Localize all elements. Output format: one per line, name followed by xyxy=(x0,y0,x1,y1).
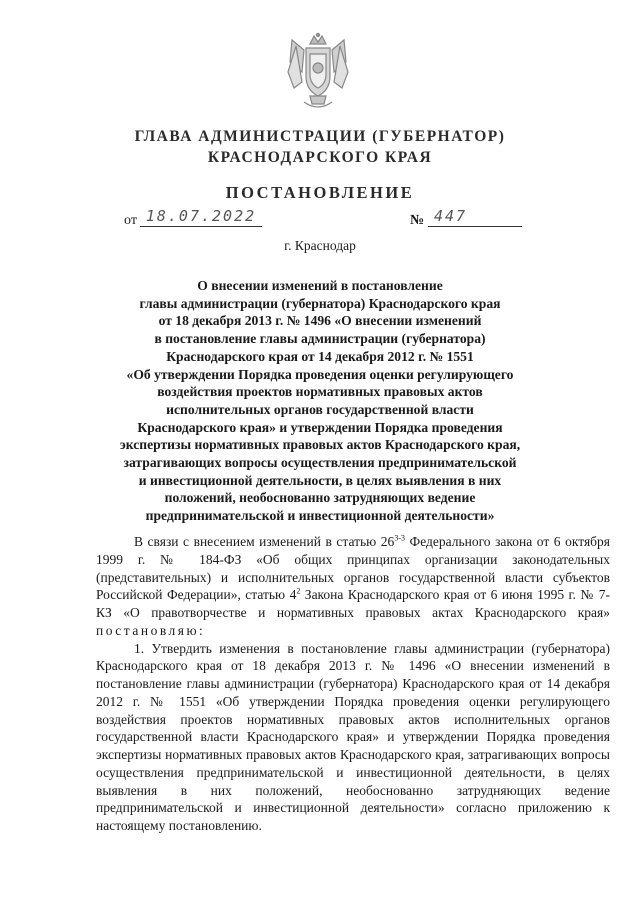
preamble-text: В связи с внесением изменений в статью 26 xyxy=(134,534,395,549)
title-line: экспертизы нормативных правовых актов Краснодарского края, xyxy=(119,437,521,453)
document-date: 18.07.2022 xyxy=(140,206,262,227)
title-line: и инвестиционной деятельности, в целях выявления в них xyxy=(138,472,502,488)
preamble-text: Федерального закона от 6 октября 1999 г. № 184-ФЗ «Об общих принципах организации законодательных (представительных) и исполнительных органов государственной власти субъектов Российской Федерации», статью 4 xyxy=(96,534,610,603)
title-line: главы администрации (губернатора) Краснодарского края xyxy=(139,295,501,311)
title-line: Краснодарского края от 14 декабря 2012 г. № 1551 xyxy=(166,348,474,364)
issuer-line-1: ГЛАВА АДМИНИСТРАЦИИ (ГУБЕРНАТОР) xyxy=(134,128,506,145)
number-prefix: № xyxy=(410,213,425,228)
title-line: предпринимательской и инвестиционной деятельности» xyxy=(145,508,495,524)
title-line: «Об утверждении Порядка проведения оценки регулирующего xyxy=(126,366,514,382)
title-line: исполнительных органов государственной власти xyxy=(166,401,474,417)
issuer-line-2: КРАСНОДАРСКОГО КРАЯ xyxy=(207,149,433,166)
document-body xyxy=(96,533,610,835)
resolution-word: постановляю: xyxy=(96,622,206,638)
date-prefix: от xyxy=(124,213,137,228)
title-line: от 18 декабря 2013 г. № 1496 «О внесении изменений xyxy=(158,313,482,329)
preamble-text: Закона Краснодарского края от 6 июня 1995 г. № 7-КЗ «О правотворчестве и нормативных правовых актах Краснодарского края» xyxy=(96,587,610,620)
preamble-paragraph xyxy=(96,533,610,640)
superscript: 2 xyxy=(296,586,301,596)
title-line: в постановление главы администрации (губернатора) xyxy=(154,331,486,347)
title-line: Краснодарского края» и утверждении Порядка проведения xyxy=(137,419,503,435)
clause-1-paragraph: 1. Утвердить изменения в постановление главы администрации (губернатора) Краснодарского края от 18 декабря 2013 г. № 1496 «О внесении изменений в постановление главы администрации (губернатора) Краснодарского края от 14 декабря 2012 г. № 1551 «Об утверждении Порядка проведения оценки регулирующего воздействия проектов нормативных правовых актов исполнительных органов государственной власти Краснодарского края» и утверждении Порядка проведения экспертизы нормативных правовых актов Краснодарского края, затрагивающих вопросы осуществления предпринимательской и инвестиционной деятельности, в целях выявления в них положений, необоснованно затрудняющих ведение предпринимательской и инвестиционной деятельности» согласно приложению к настоящему постановлению. xyxy=(96,640,610,833)
superscript: 3-3 xyxy=(394,533,405,543)
coat-of-arms-icon xyxy=(284,32,352,112)
title-line: затрагивающих вопросы осуществления предпринимательской xyxy=(123,455,517,471)
title-line: воздействия проектов нормативных правовых актов xyxy=(157,384,483,400)
document-type: ПОСТАНОВЛЕНИЕ xyxy=(225,183,415,202)
document-number: 447 xyxy=(428,206,522,227)
title-line: О внесении изменений в постановление xyxy=(197,278,443,293)
document-title xyxy=(100,277,540,525)
title-line: положений, необоснованно затрудняющих ведение xyxy=(164,490,476,506)
document-city: г. Краснодар xyxy=(284,238,356,253)
